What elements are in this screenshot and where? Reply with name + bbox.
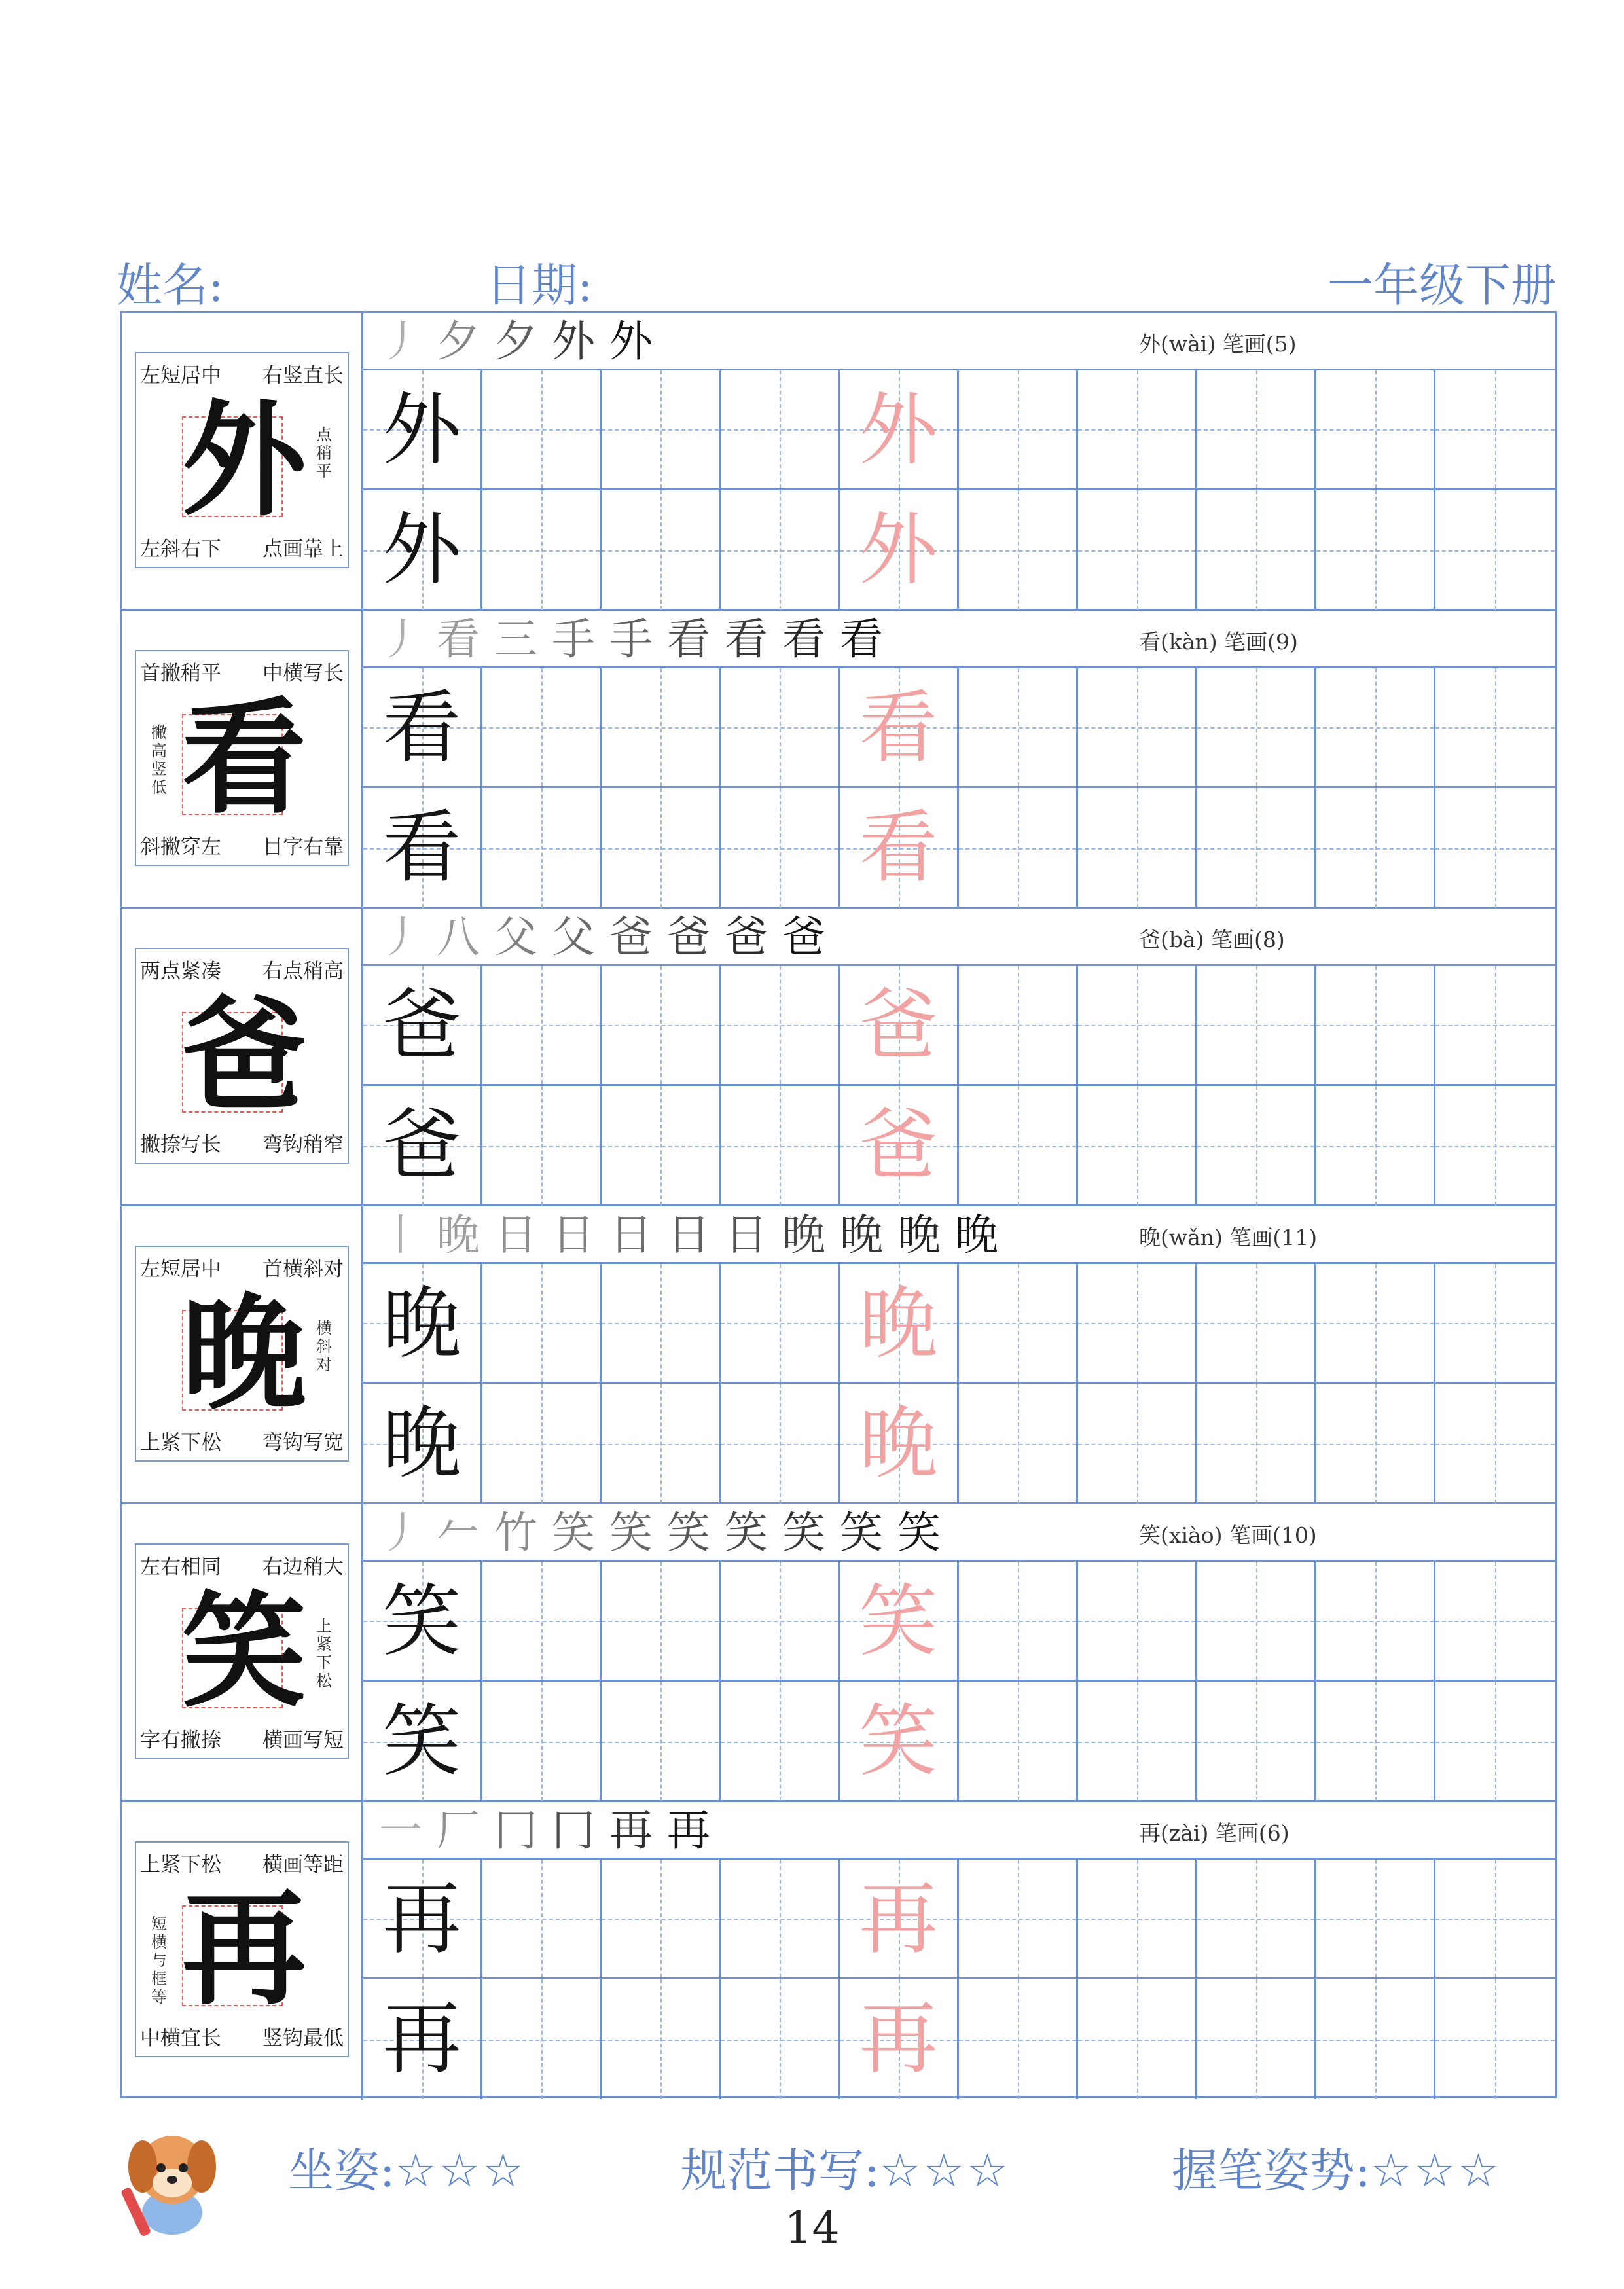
writing-tip: 上紧下松 <box>140 1853 221 1877</box>
tian-grid-cell[interactable] <box>363 1979 482 2099</box>
practice-row <box>363 668 1555 788</box>
stroke-step: 晚 <box>840 1210 883 1260</box>
stroke-order-row <box>363 1206 1555 1264</box>
writing-tip: 首撇稍平 <box>140 662 221 685</box>
pinyin-stroke-count: 再(zài) 笔画(6) <box>1139 1820 1290 1846</box>
stroke-step: 晚 <box>437 1210 480 1260</box>
tian-grid-cell[interactable] <box>602 1384 721 1504</box>
tian-grid-cell[interactable] <box>1197 1264 1316 1382</box>
writing-tip: 左短居中 <box>140 1257 221 1281</box>
tian-grid-cell[interactable] <box>721 668 840 786</box>
tian-grid-cell[interactable] <box>1197 1682 1316 1801</box>
tian-grid-cell[interactable] <box>1435 370 1555 488</box>
tian-grid-cell[interactable] <box>959 490 1078 610</box>
example-character: 爸 <box>182 982 307 1128</box>
stroke-step: 𠂉 <box>437 1507 480 1558</box>
tian-grid-cell[interactable] <box>840 1264 959 1382</box>
practice-row <box>363 1682 1555 1801</box>
writing-tip: 左斜右下 <box>140 537 221 561</box>
tian-grid-cell[interactable] <box>840 1384 959 1504</box>
tian-grid-cell[interactable] <box>721 1860 840 1977</box>
practice-row <box>363 1264 1555 1384</box>
stroke-step: 一 <box>379 1805 422 1856</box>
stroke-step: 晚 <box>955 1210 998 1260</box>
stroke-order-row <box>363 611 1555 668</box>
stroke-step: 丿 <box>379 1507 422 1558</box>
character-block <box>122 1504 1555 1802</box>
tian-grid-cell[interactable] <box>1316 370 1435 488</box>
stroke-order-row <box>363 313 1555 370</box>
tian-grid-cell[interactable] <box>840 1086 959 1206</box>
tian-grid-cell[interactable] <box>1316 1264 1435 1382</box>
example-character: 晚 <box>182 1280 307 1426</box>
stroke-step: 再 <box>667 1805 710 1856</box>
practice-area <box>363 611 1555 907</box>
stroke-step: 笑 <box>552 1507 595 1558</box>
tian-grid-cell[interactable] <box>959 668 1078 786</box>
tian-grid-cell[interactable] <box>959 788 1078 908</box>
tian-grid-cell[interactable] <box>959 1562 1078 1680</box>
tian-grid-cell[interactable] <box>602 1264 721 1382</box>
tian-grid-cell[interactable] <box>1197 788 1316 908</box>
writing-rating <box>681 2134 1011 2200</box>
tian-grid-cell[interactable] <box>363 668 482 786</box>
tian-grid-cell[interactable] <box>1078 1682 1197 1801</box>
tian-grid-cell[interactable] <box>1435 1086 1555 1206</box>
tian-grid-cell[interactable] <box>721 1979 840 2099</box>
stroke-step: 看 <box>725 614 768 664</box>
model-character: 爸 <box>382 981 461 1072</box>
tian-grid-cell[interactable] <box>1316 1979 1435 2099</box>
practice-area <box>363 1802 1555 2100</box>
character-block <box>122 313 1555 611</box>
stroke-order-row <box>363 1504 1555 1562</box>
practice-row <box>363 1860 1555 1979</box>
tian-grid-cell[interactable] <box>721 1682 840 1801</box>
tian-grid-cell[interactable] <box>482 1264 602 1382</box>
trace-character: 晚 <box>859 1398 938 1489</box>
tian-grid-cell[interactable] <box>602 490 721 610</box>
stroke-step: 日 <box>667 1210 710 1260</box>
writing-tip: 横画等距 <box>262 1853 344 1877</box>
stroke-step: 日 <box>725 1210 768 1260</box>
model-character: 看 <box>382 802 461 893</box>
writing-tip: 点画靠上 <box>262 537 344 561</box>
grip-rating <box>1172 2134 1502 2200</box>
stroke-step: 看 <box>667 614 710 664</box>
tian-grid-cell[interactable] <box>840 668 959 786</box>
tian-grid-cell[interactable] <box>482 370 602 488</box>
tip-panel <box>122 1206 363 1502</box>
tip-card <box>135 1841 349 2057</box>
tian-grid-cell[interactable] <box>482 490 602 610</box>
tian-grid-cell[interactable] <box>1435 1979 1555 2099</box>
writing-tip: 中横写长 <box>262 662 344 685</box>
tip-panel <box>122 313 363 609</box>
stroke-step: 晚 <box>782 1210 825 1260</box>
character-block <box>122 1206 1555 1504</box>
writing-stars[interactable]: ☆☆☆ <box>879 2144 1011 2197</box>
tip-card <box>135 352 349 568</box>
stroke-step: 冂 <box>494 1805 537 1856</box>
tian-grid-cell[interactable] <box>1435 668 1555 786</box>
stroke-step: 笑 <box>667 1507 710 1558</box>
date-label: 日期: <box>486 259 593 312</box>
example-character: 外 <box>182 387 307 533</box>
tian-grid-cell[interactable] <box>721 1086 840 1206</box>
model-character: 笑 <box>382 1696 461 1787</box>
side-note: 横斜对 <box>316 1319 332 1374</box>
stroke-sequence <box>376 1507 943 1559</box>
character-block <box>122 1802 1555 2100</box>
writing-tip: 目字右靠 <box>262 835 344 859</box>
tian-grid-cell[interactable] <box>602 1562 721 1680</box>
stroke-step: 爸 <box>725 912 768 962</box>
tip-panel <box>122 1802 363 2100</box>
tian-grid-cell[interactable] <box>1078 1562 1197 1680</box>
tian-grid-cell[interactable] <box>1197 1086 1316 1206</box>
writing-tip: 弯钩写宽 <box>262 1431 344 1454</box>
tian-grid-cell[interactable] <box>1316 1860 1435 1977</box>
stroke-step: 日 <box>552 1210 595 1260</box>
tian-grid-cell[interactable] <box>1197 490 1316 610</box>
model-character: 看 <box>382 683 461 774</box>
side-note: 撇高竖低 <box>151 723 167 797</box>
trace-character: 再 <box>859 1994 938 2085</box>
stroke-step: 丿 <box>379 614 422 664</box>
practice-row <box>363 1384 1555 1504</box>
writing-label: 规范书写: <box>681 2144 880 2197</box>
tian-grid-cell[interactable] <box>1197 370 1316 488</box>
tian-grid-cell[interactable] <box>1078 668 1197 786</box>
tian-grid-cell[interactable] <box>1316 966 1435 1084</box>
stroke-step: 外 <box>552 316 595 367</box>
stroke-step: 爸 <box>609 912 653 962</box>
tian-grid-cell[interactable] <box>482 1562 602 1680</box>
tian-grid-cell[interactable] <box>721 1384 840 1504</box>
tian-grid-cell[interactable] <box>721 788 840 908</box>
stroke-sequence <box>376 315 655 368</box>
trace-character: 爸 <box>859 981 938 1072</box>
tian-grid-cell[interactable] <box>1435 788 1555 908</box>
tian-grid-cell[interactable] <box>1197 668 1316 786</box>
page-number: 14 <box>784 2203 840 2253</box>
pinyin-stroke-count: 笑(xiào) 笔画(10) <box>1139 1523 1317 1548</box>
tian-grid-cell[interactable] <box>959 1264 1078 1382</box>
tian-grid-cell[interactable] <box>1197 1860 1316 1977</box>
stroke-sequence <box>376 1209 1001 1261</box>
stroke-step: 厂 <box>437 1805 480 1856</box>
tian-grid-cell[interactable] <box>721 490 840 610</box>
writing-tip: 竖钩最低 <box>262 2027 344 2050</box>
tian-grid-cell[interactable] <box>602 1086 721 1206</box>
practice-sheet <box>120 311 1557 2098</box>
tip-panel <box>122 611 363 907</box>
tian-grid-cell[interactable] <box>602 1860 721 1977</box>
tian-grid-cell[interactable] <box>482 788 602 908</box>
tian-grid-cell[interactable] <box>1316 1086 1435 1206</box>
tian-grid-cell[interactable] <box>959 966 1078 1084</box>
stroke-step: 爸 <box>667 912 710 962</box>
stroke-step: 手 <box>609 614 653 664</box>
tip-card <box>135 1543 349 1759</box>
stroke-step: 丿 <box>379 316 422 367</box>
trace-character: 看 <box>859 683 938 774</box>
tian-grid-cell[interactable] <box>482 1979 602 2099</box>
tian-grid-cell[interactable] <box>1316 490 1435 610</box>
tian-grid-cell[interactable] <box>363 1264 482 1382</box>
tian-grid-cell[interactable] <box>1435 966 1555 1084</box>
grip-stars[interactable]: ☆☆☆ <box>1370 2144 1502 2197</box>
model-character: 外 <box>382 505 461 596</box>
stroke-sequence <box>376 613 886 666</box>
tian-grid-cell[interactable] <box>1078 370 1197 488</box>
writing-tip: 字有撇捺 <box>140 1729 221 1752</box>
tian-grid-cell[interactable] <box>721 966 840 1084</box>
tian-grid-cell[interactable] <box>602 788 721 908</box>
stroke-sequence <box>376 911 828 964</box>
tian-grid-cell[interactable] <box>1316 1562 1435 1680</box>
tian-grid-cell[interactable] <box>840 1860 959 1977</box>
trace-character: 再 <box>859 1874 938 1965</box>
stroke-step: 看 <box>782 614 825 664</box>
stroke-step: 笑 <box>725 1507 768 1558</box>
tian-grid-cell[interactable] <box>1316 668 1435 786</box>
practice-row <box>363 370 1555 490</box>
tip-panel <box>122 1504 363 1800</box>
stroke-step: 看 <box>437 614 480 664</box>
tian-grid-cell[interactable] <box>602 1979 721 2099</box>
sitting-label: 坐姿: <box>288 2144 395 2197</box>
tian-grid-cell[interactable] <box>721 370 840 488</box>
tip-panel <box>122 909 363 1204</box>
pinyin-stroke-count: 看(kàn) 笔画(9) <box>1139 629 1298 655</box>
tian-grid-cell[interactable] <box>482 966 602 1084</box>
grip-label: 握笔姿势: <box>1172 2144 1371 2197</box>
tian-grid-cell[interactable] <box>602 1682 721 1801</box>
tian-grid-cell[interactable] <box>363 1384 482 1504</box>
practice-area <box>363 1206 1555 1502</box>
tian-grid-cell[interactable] <box>840 1562 959 1680</box>
stroke-step: 爸 <box>782 912 825 962</box>
stroke-step: 笑 <box>897 1507 941 1558</box>
tian-grid-cell[interactable] <box>363 966 482 1084</box>
stroke-step: 父 <box>494 912 537 962</box>
stroke-order-row <box>363 909 1555 966</box>
tian-grid-cell[interactable] <box>1197 966 1316 1084</box>
writing-tip: 右竖直长 <box>262 364 344 388</box>
tian-grid-cell[interactable] <box>363 490 482 610</box>
writing-tip: 右点稍高 <box>262 960 344 983</box>
example-character: 再 <box>182 1876 307 2022</box>
practice-area <box>363 313 1555 609</box>
trace-character: 外 <box>859 505 938 596</box>
tian-grid-cell[interactable] <box>1197 1979 1316 2099</box>
model-character: 爸 <box>382 1100 461 1191</box>
grade-label: 一年级下册 <box>1327 259 1557 312</box>
stroke-step: 夕 <box>437 316 480 367</box>
model-character: 笑 <box>382 1576 461 1667</box>
practice-row <box>363 1979 1555 2099</box>
example-character: 笑 <box>182 1578 307 1724</box>
writing-tip: 左短居中 <box>140 364 221 388</box>
tip-card <box>135 650 349 866</box>
tian-grid-cell[interactable] <box>840 490 959 610</box>
tian-grid-cell[interactable] <box>482 1086 602 1206</box>
example-character: 看 <box>182 685 307 831</box>
tian-grid-cell[interactable] <box>363 1562 482 1680</box>
practice-area <box>363 1504 1555 1800</box>
trace-character: 看 <box>859 802 938 893</box>
writing-tip: 弯钩稍窄 <box>262 1133 344 1157</box>
tian-grid-cell[interactable] <box>959 1979 1078 2099</box>
stroke-step: 三 <box>494 614 537 664</box>
tian-grid-cell[interactable] <box>840 966 959 1084</box>
tian-grid-cell[interactable] <box>1316 1682 1435 1801</box>
stroke-step: 丨 <box>379 1210 422 1260</box>
stroke-step: 父 <box>552 912 595 962</box>
tian-grid-cell[interactable] <box>602 370 721 488</box>
tian-grid-cell[interactable] <box>602 966 721 1084</box>
tian-grid-cell[interactable] <box>1435 1562 1555 1680</box>
writing-tip: 斜撇穿左 <box>140 835 221 859</box>
tian-grid-cell[interactable] <box>840 788 959 908</box>
stroke-step: 夕 <box>494 316 537 367</box>
tian-grid-cell[interactable] <box>602 668 721 786</box>
side-note: 点稍平 <box>316 425 332 480</box>
tian-grid-cell[interactable] <box>959 370 1078 488</box>
name-label: 姓名: <box>117 259 224 312</box>
tian-grid-cell[interactable] <box>1435 1384 1555 1504</box>
stroke-step: 外 <box>609 316 653 367</box>
stroke-step: 再 <box>609 1805 653 1856</box>
tian-grid-cell[interactable] <box>721 1264 840 1382</box>
practice-row <box>363 1086 1555 1206</box>
stroke-step: 看 <box>840 614 883 664</box>
stroke-step: 笑 <box>840 1507 883 1558</box>
tian-grid-cell[interactable] <box>1078 1384 1197 1504</box>
stroke-step: 日 <box>494 1210 537 1260</box>
tip-card <box>135 1246 349 1462</box>
tian-grid-cell[interactable] <box>363 370 482 488</box>
pinyin-stroke-count: 爸(bà) 笔画(8) <box>1139 927 1285 952</box>
tian-grid-cell[interactable] <box>840 1682 959 1801</box>
writing-tip: 上紧下松 <box>140 1431 221 1454</box>
tian-grid-cell[interactable] <box>959 1086 1078 1206</box>
practice-row <box>363 490 1555 610</box>
tian-grid-cell[interactable] <box>959 1384 1078 1504</box>
writing-tip: 撇捺写长 <box>140 1133 221 1157</box>
tian-grid-cell[interactable] <box>482 1384 602 1504</box>
tian-grid-cell[interactable] <box>1078 966 1197 1084</box>
model-character: 晚 <box>382 1278 461 1369</box>
practice-area <box>363 909 1555 1204</box>
tian-grid-cell[interactable] <box>1435 490 1555 610</box>
tian-grid-cell[interactable] <box>363 1086 482 1206</box>
stroke-step: 晚 <box>897 1210 941 1260</box>
character-block <box>122 611 1555 909</box>
stroke-sequence <box>376 1805 713 1857</box>
tian-grid-cell[interactable] <box>482 1860 602 1977</box>
stroke-step: 丿 <box>379 912 422 962</box>
tian-grid-cell[interactable] <box>721 1562 840 1680</box>
trace-character: 笑 <box>859 1576 938 1667</box>
writing-tip: 首横斜对 <box>262 1257 344 1281</box>
stroke-order-row <box>363 1802 1555 1860</box>
stroke-step: 笑 <box>782 1507 825 1558</box>
pinyin-stroke-count: 晚(wǎn) 笔画(11) <box>1139 1225 1318 1250</box>
tian-grid-cell[interactable] <box>840 370 959 488</box>
tian-grid-cell[interactable] <box>959 1860 1078 1977</box>
tian-grid-cell[interactable] <box>959 1682 1078 1801</box>
side-note: 上紧下松 <box>316 1617 332 1690</box>
model-character: 再 <box>382 1874 461 1965</box>
tian-grid-cell[interactable] <box>482 1682 602 1801</box>
tian-grid-cell[interactable] <box>1078 788 1197 908</box>
tian-grid-cell[interactable] <box>1316 788 1435 908</box>
writing-tip: 横画写短 <box>262 1729 344 1752</box>
trace-character: 晚 <box>859 1278 938 1369</box>
tip-card <box>135 948 349 1164</box>
model-character: 外 <box>382 385 461 476</box>
tian-grid-cell[interactable] <box>1078 1264 1197 1382</box>
stroke-step: 八 <box>437 912 480 962</box>
tian-grid-cell[interactable] <box>1078 1086 1197 1206</box>
tian-grid-cell[interactable] <box>363 1860 482 1977</box>
writing-tip: 左右相同 <box>140 1555 221 1579</box>
tian-grid-cell[interactable] <box>1435 1682 1555 1801</box>
sitting-rating <box>288 2134 526 2200</box>
tian-grid-cell[interactable] <box>1197 1562 1316 1680</box>
stroke-step: 冂 <box>552 1805 595 1856</box>
practice-row <box>363 966 1555 1086</box>
writing-tip: 两点紧凑 <box>140 960 221 983</box>
tian-grid-cell[interactable] <box>1316 1384 1435 1504</box>
tian-grid-cell[interactable] <box>1078 1979 1197 2099</box>
tian-grid-cell[interactable] <box>363 1682 482 1801</box>
writing-tip: 右边稍大 <box>262 1555 344 1579</box>
stroke-step: 日 <box>609 1210 653 1260</box>
tian-grid-cell[interactable] <box>1078 1860 1197 1977</box>
tian-grid-cell[interactable] <box>1435 1264 1555 1382</box>
trace-character: 爸 <box>859 1100 938 1191</box>
trace-character: 笑 <box>859 1696 938 1787</box>
practice-row <box>363 788 1555 908</box>
sitting-stars[interactable]: ☆☆☆ <box>395 2144 526 2197</box>
model-character: 晚 <box>382 1398 461 1489</box>
tian-grid-cell[interactable] <box>363 788 482 908</box>
stroke-step: 手 <box>552 614 595 664</box>
tian-grid-cell[interactable] <box>840 1979 959 2099</box>
tian-grid-cell[interactable] <box>1078 490 1197 610</box>
tian-grid-cell[interactable] <box>1197 1384 1316 1504</box>
tian-grid-cell[interactable] <box>482 668 602 786</box>
character-block <box>122 909 1555 1206</box>
writing-tip: 中横宜长 <box>140 2027 221 2050</box>
tian-grid-cell[interactable] <box>1435 1860 1555 1977</box>
stroke-step: 笑 <box>609 1507 653 1558</box>
trace-character: 外 <box>859 385 938 476</box>
side-note: 短横与框等 <box>151 1915 167 2006</box>
practice-row <box>363 1562 1555 1682</box>
stroke-step: 竹 <box>494 1507 537 1558</box>
model-character: 再 <box>382 1994 461 2085</box>
pinyin-stroke-count: 外(wài) 笔画(5) <box>1139 331 1297 357</box>
